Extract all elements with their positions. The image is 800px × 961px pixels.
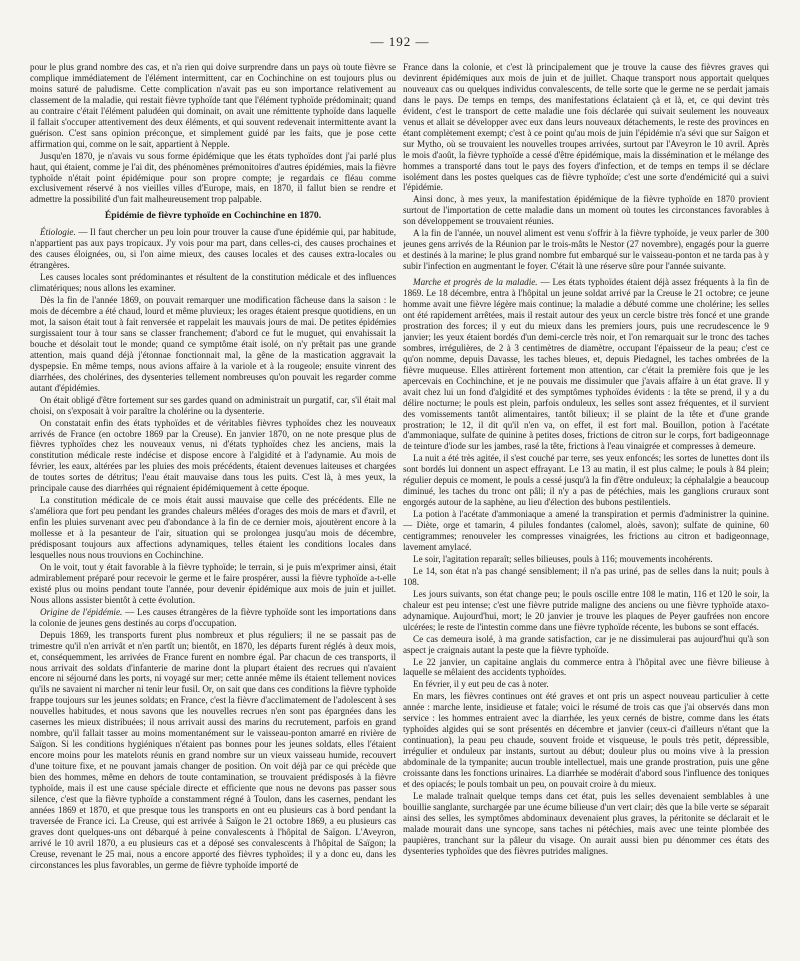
paragraph: Les causes locales sont prédominantes et résultent de la constitution médicale et des influences climatériques; nous allons les examiner. — [30, 272, 396, 294]
paragraph: pour le plus grand nombre des cas, et n'a rien qui doive surprendre dans un pays où toute fièvre se complique immédiatement de l'élément intermittent, car en Cochinchine on est toujours plus ou moins saturé de paludisme. Cette complication n'avait pas eu son importance relativement au classement de la maladie, qui restait fièvre typhoïde tant que l'élément typhoïde prédominait; quand au contraire c'était l'élément paludéen qui dominait, on avait une rémittente typhoïde dans laquelle il fallait s'occuper attentivement des deux éléments, et qui souvent redevenait intermittente avant la guérison. C'est sans opinion préconçue, et simplement guidé par les faits, que je pose cette affirmation qui, comme on le sait, appartient à Nepple. — [30, 62, 396, 149]
paragraph: On était obligé d'être fortement sur ses gardes quand on administrait un purgatif, car, s'il était mal choisi, on s'exposait à voir paraître la cholérine ou la dysenterie. — [30, 394, 396, 416]
paragraph: Depuis 1869, les transports furent plus nombreux et plus réguliers; il ne se passait pas de trimestre qu'il n'en arrivât et n'en partît un; bientôt, en 1870, les départs furent réglés à deux mois, et, conséquemment, les arrivées de France furent en nombre égal. Par chacun de ces transports, il nous arrivait des soldats d'infanterie de marine dont la plupart étaient des recrues qui n'avaient encore ni séjourné dans les ports, ni voyagé sur mer; cette année même ils étaient tellement novices qu'ils ne savaient ni marcher ni tenir leur fusil. Or, on sait que dans ces conditions la fièvre typhoïde frappe toujours sur les jeunes soldats; en France, c'est la fièvre d'acclimatement de l'adolescent à ses nouvelles habitudes, et nous savons que les nouvelles recrues n'en sont pas épargnées dans les casernes les mieux distribuées; il nous arrivait aussi des marins du recrutement, parfois en grand nombre, qu'il fallait tasser au moins momentanément sur le vaisseau-ponton amarré en rivière de Saïgon. Si les conditions hygiéniques n'étaient pas bonnes pour les jeunes soldats, elles l'étaient encore moins pour les matelots réunis en grand nombre sur un vieux vaisseau humide, recouvert d'une toiture fixe, et ne pouvant jamais changer de position. On voit déjà par ce qui précède que bien des hommes, même en dehors de toute contamination, se trouvaient prédisposés à la fièvre typhoïde, mais il est une cause spéciale directe et efficiente que nous ne devons pas passer sous silence, c'est que la fièvre typhoïde a constamment régné à Toulon, dans les casernes, pendant les années 1869 et 1870, et que presque tous les transports en ont eu plusieurs cas à bord pendant la traversée de France ici. La Creuse, qui est arrivée à Saïgon le 21 octobre 1869, a eu plusieurs cas graves dont quelques-uns ont débarqué à peine convalescents à l'hôpital de Saïgon. L'Aveyron, arrivé le 10 avril 1870, a eu plusieurs cas et a déposé ses convalescents à l'hôpital de Saïgon; la Creuse, revenant le 25 mai, nous a encore apporté des fièvres typhoïdes; il y a donc eu, dans les circonstances les plus favorables, un germe de fièvre typhoïde importé de — [30, 629, 396, 870]
paragraph: Les jours suivants, son état change peu; le pouls oscille entre 108 le matin, 116 et 120 le soir, la chaleur est peu intense; c'est une fièvre putride maligne des anciens ou une fièvre typhoïde ataxo-adynamique. Aujourd'hui, mort; le 20 janvier je trouve les plaques de Peyer gaufrées non encore ulcérées; le reste de l'intestin comme dans une fièvre typhoïde récente, les bubons se sont effacés. — [403, 588, 769, 632]
paragraph: Jusqu'en 1870, je n'avais vu sous forme épidémique que les états typhoïdes dont j'ai parlé plus haut, qui étaient, comme je l'ai dit, des phénomènes prémonitoires d'autres épidémies, mais la fièvre typhoïde n'était point épidémique pour son propre compte; je regardais ce fléau comme exclusivement réservé à nos vieilles villes d'Europe, mais, en 1870, il fallut bien se rendre et admettre la possibilité d'un fait malheureusement trop palpable. — [30, 150, 396, 205]
paragraph-text: — Il faut chercher un peu loin pour trouver la cause d'une épidémie qui, par habitude, n'appartient pas aux pays tropicaux. J'y vois pour ma part, dans celles-ci, des causes prochaines et des causes éloignées, ou, si l'on aime mieux, des causes locales et des causes extra-locales ou étrangères. — [30, 227, 396, 271]
paragraph-text: — Les causes étrangères de la fièvre typhoïde sont les importations dans la colonie de jeunes gens destinés au corps d'occupation. — [30, 606, 396, 628]
paragraph: Le 22 janvier, un capitaine anglais du commerce entra à l'hôpital avec une fièvre bilieuse à laquelle se mêlaient des accidents typhoïdes. — [403, 656, 769, 678]
paragraph: La nuit a été très agitée, il s'est couché par terre, ses yeux enfoncés; les sortes de lunettes dont ils sont bordés lui donnent un aspect effrayant. Le 13 au matin, il est plus calme; le pouls à 84 plein; régulier depuis ce moment, le pouls a cessé jusqu'à la fin d'être onduleux; la céphalalgie a beaucoup diminué, les taches du tronc ont pâli; il n'y a pas de pétéchies, mais les ganglions cruraux sont engorgés autour de la saphène, au lieu d'élection des bubons pestilentiels. — [403, 453, 769, 508]
paragraph-origine — [30, 607, 396, 629]
subsection-lead: Étiologie. — [40, 227, 76, 238]
paragraph: Ainsi donc, à mes yeux, la manifestation épidémique de la fièvre typhoïde en 1870 provient surtout de l'importation de cette maladie dans un moment où toutes les circonstances favorables à son développement se trouvaient réunies. — [403, 194, 769, 227]
paragraph: En mars, les fièvres continues ont été graves et ont pris un aspect nouveau particulier à cette année : marche lente, insidieuse et fatale; voici le résumé de trois cas que j'ai observés dans mon service : les hommes entraient avec la diarrhée, les yeux cernés de bistre, comme dans les états typhoïdes algides qui se sont présentés en décembre et janvier (ceux-ci d'ailleurs n'étant que la continuation), la peau peu chaude, souvent froide et visqueuse, le pouls très petit, dépressible, irrégulier et onduleux par instants, surtout au début; douleur plus ou moins vive à la pression abdominale de la tympanite; aucun trouble intellectuel, mais une grande prostration, puis une gêne croissante dans les fonctions urinaires. La diarrhée se modérait d'abord sous l'influence des toniques et des opiacés; le pouls tombait un peu, on pouvait croire à du mieux. — [403, 691, 769, 789]
paragraph: On constatait enfin des états typhoïdes et de véritables fièvres typhoïdes chez les nouveaux arrivés de France (en octobre 1869 par la Creuse). En janvier 1870, on ne note presque plus de fièvres typhoïdes chez les nouveaux venus, ni d'états typhoïdes chez les anciens, mais la constitution médicale reste indécise et dispose encore à l'algidité et à l'adynamie. Au mois de février, les eaux, altérées par les pluies des mois précédents, étaient devenues laiteuses et chargées de toutes sortes de détritus; l'eau était mauvaise dans tous les puits. C'est là, à mes yeux, la principale cause des diarrhées qui régnaient épidémiquement à cette époque. — [30, 417, 396, 494]
paragraph: Le malade traînait quelque temps dans cet état, puis les selles devenaient semblables à une bouillie sanglante, surchargée par une écume bilieuse d'un vert clair; dès que la bile verte se séparait ainsi des selles, les symptômes abdominaux devenaient plus graves, la péritonite se déclarait et le malade mourait dans une syncope, sans taches ni pétéchies, mais avec une teinte plombée des paupières, tranchant sur la pâleur du visage. On aurait aussi bien pu dénommer ces états des dysenteries typhoïdes que des fièvres putrides malignes. — [403, 790, 769, 856]
paragraph: On le voit, tout y était favorable à la fièvre typhoïde; le terrain, si je puis m'exprimer ainsi, était admirablement préparé pour recevoir le germe et le faire prospérer, aussi la fièvre typhoïde a-t-elle existé plus ou moins pendant toute l'année, pour devenir épidémique aux mois de juin et juillet. Nous allons assister bientôt à cette évolution. — [30, 561, 396, 605]
page-number: — 192 — — [370, 34, 430, 49]
paragraph-marche — [403, 277, 769, 452]
paragraph: A la fin de l'année, un nouvel aliment est venu s'offrir à la fièvre typhoïde, je veux parler de 300 jeunes gens arrivés de la Réunion par le trois-mâts le Nestor (27 novembre), engagés pour la guerre et destinés à la marine; le plus grand nombre fut embarqué sur le vaisseau-ponton et ne tarda pas à y subir l'infection en augmentant le foyer. C'était là une réserve sûre pour l'année suivante. — [403, 228, 769, 272]
paragraph: La potion à l'acétate d'ammoniaque a amené la transpiration et permis d'administrer la quinine. — Diète, orge et tamarin, 4 pilules fondantes (calomel, aloès, savon); sulfate de quinine, 60 centigrammes; renouveler les compresses vinaigrées, les frictions au citron et badigeonnage, lavement amylacé. — [403, 509, 769, 552]
paragraph: Le 14, son état n'a pas changé sensiblement; il n'a pas uriné, pas de selles dans la nuit; pouls à 108. — [403, 565, 769, 587]
section-title: Épidémie de fièvre typhoïde en Cochinchine en 1870. — [104, 210, 322, 222]
paragraph-etiologie — [30, 227, 396, 271]
left-column — [30, 62, 396, 947]
paragraph: La constitution médicale de ce mois était aussi mauvaise que celle des précédents. Elle ne s'améliora que fort peu pendant les grandes chaleurs mêlées d'orages des mois de mars et d'avril, et enfin les pluies survenant avec peu d'abondance à la fin de ce dernier mois, ajoutèrent encore à la mollesse et à la pesanteur de l'air, situation qui se prolongea jusqu'au mois de décembre, prédisposant toujours aux affections adynamiques, telles étaient les conditions locales dans lesquelles nous nous trouvions en Cochinchine. — [30, 495, 396, 560]
paragraph: France dans la colonie, et c'est là principalement que je trouve la cause des fièvres graves qui devinrent épidémiques aux mois de juin et de juillet. Chaque transport nous apportait quelques nouveaux cas ou quelques individus convalescents, de telle sorte que le germe ne se perdait jamais dans le pays. De temps en temps, des manifestations éclataient çà et là, et, ce qui devint très évident, c'est le transport de cette maladie une fois déclarée qui suivait seulement les nouveaux venus et allait se développer avec eux dans leurs nouveaux détachements, le reste des provinces en étant complètement exempt; c'est à ce point qu'au mois de juin l'épidémie n'a sévi que sur Saïgon et sur Mytho, où se trouvaient les nouvelles troupes arrivées, surtout par l'Aveyron le 10 avril. Après le mois d'août, la fièvre typhoïde a cessé d'être épidémique, mais la dissémination et le mélange des hommes a transporté dans tout le pays des foyers d'infection, et de temps en temps il se déclare isolément dans les postes quelques cas de fièvre typhoïde; c'est une sorte d'endémicité qui a suivi l'épidémie. — [403, 62, 769, 193]
subsection-lead: Origine de l'épidémie. — [40, 606, 123, 617]
paragraph: Le soir, l'agitation reparaît; selles bilieuses, pouls à 116; mouvements incohérents. — [413, 553, 713, 564]
subsection-lead: Marche et progrès de la maladie. — [413, 277, 538, 288]
paragraph: Ce cas demeura isolé, à ma grande satisfaction, car je ne dissimulerai pas aujourd'hui qu'à son aspect je craignais autant la peste que la fièvre typhoïde. — [403, 633, 769, 655]
paragraph-text: — Les états typhoïdes étaient déjà assez fréquents à la fin de 1869. Le 18 décembre, entra à l'hôpital un jeune soldat arrivé par la Creuse le 21 octobre; ce jeune homme avait une fièvre légère mais continue; la maladie a débuté comme une cholérine; les selles ont été rapidement arrêtées, mais il restait autour des yeux un cercle bistre très foncé et une grande prostration des forces; il y eut du mieux dans les premiers jours, puis une recrudescence le 9 janvier; les yeux étaient bordés d'un demi-cercle très noir, et l'on remarquait sur le tronc des taches sombres, irrégulières, de 2 à 3 centimètres de diamètre, occupant l'épaisseur de la peau; c'est ce qu'on nomme, depuis Davasse, les taches bleues, et, depuis Piedagnel, les taches ombrées de la fièvre muqueuse. Elles attirèrent fortement mon attention, car c'était la première fois que je les apercevais en Cochinchine, et je ne pouvais me dissimuler que j'avais affaire à un état grave. Il y avait chez lui un fond d'algidité et des symptômes typhoïdes évidents : la tête se prend, il y a du délire nocturne; le pouls est plein, parfois onduleux, les selles sont assez fréquentes, et il survient des vomissements tantôt alimentaires, tantôt bilieux; il se plaint de la tête et d'une grande prostration; le 12, il dit qu'il n'en va, on effet, il est fort mal. Bouillon, potion à l'acétate d'ammoniaque, sulfate de quinine à petites doses, frictions de citron sur le corps, fort badigeonnage de teinture d'iode sur les jambes, rasé la tête, frictions à l'eau vinaigrée et compresses à demeure. — [403, 277, 769, 452]
right-column — [403, 62, 769, 947]
paragraph: En février, il y eut peu de cas à noter. — [413, 679, 549, 690]
paragraph: Dès la fin de l'année 1869, on pouvait remarquer une modification fâcheuse dans la saison : le mois de décembre a été chaud, lourd et même pluvieux; les orages étaient presque quotidiens, en un mot, la saison était tout à fait renversée et rappelait les mauvais jours de mai. De petites épidémies surgissaient tour à tour sans se classer franchement; d'abord ce fut le muguet, qui envahissait la bouche et désolait tout le monde; quand ce symptôme était isolé, on n'y prêtait pas une grande attention, mais quand déjà j'étonnae fonctionnait mal, la gêne de la mastication aggravait la dyspepsie. En même temps, nous avions affaire à la variole et à la rougeole; ensuite vinrent des diarrhées, des cholérines, des dysenteries tellement nombreuses qu'on pouvait les regarder comme autant d'épidémies. — [30, 295, 396, 393]
